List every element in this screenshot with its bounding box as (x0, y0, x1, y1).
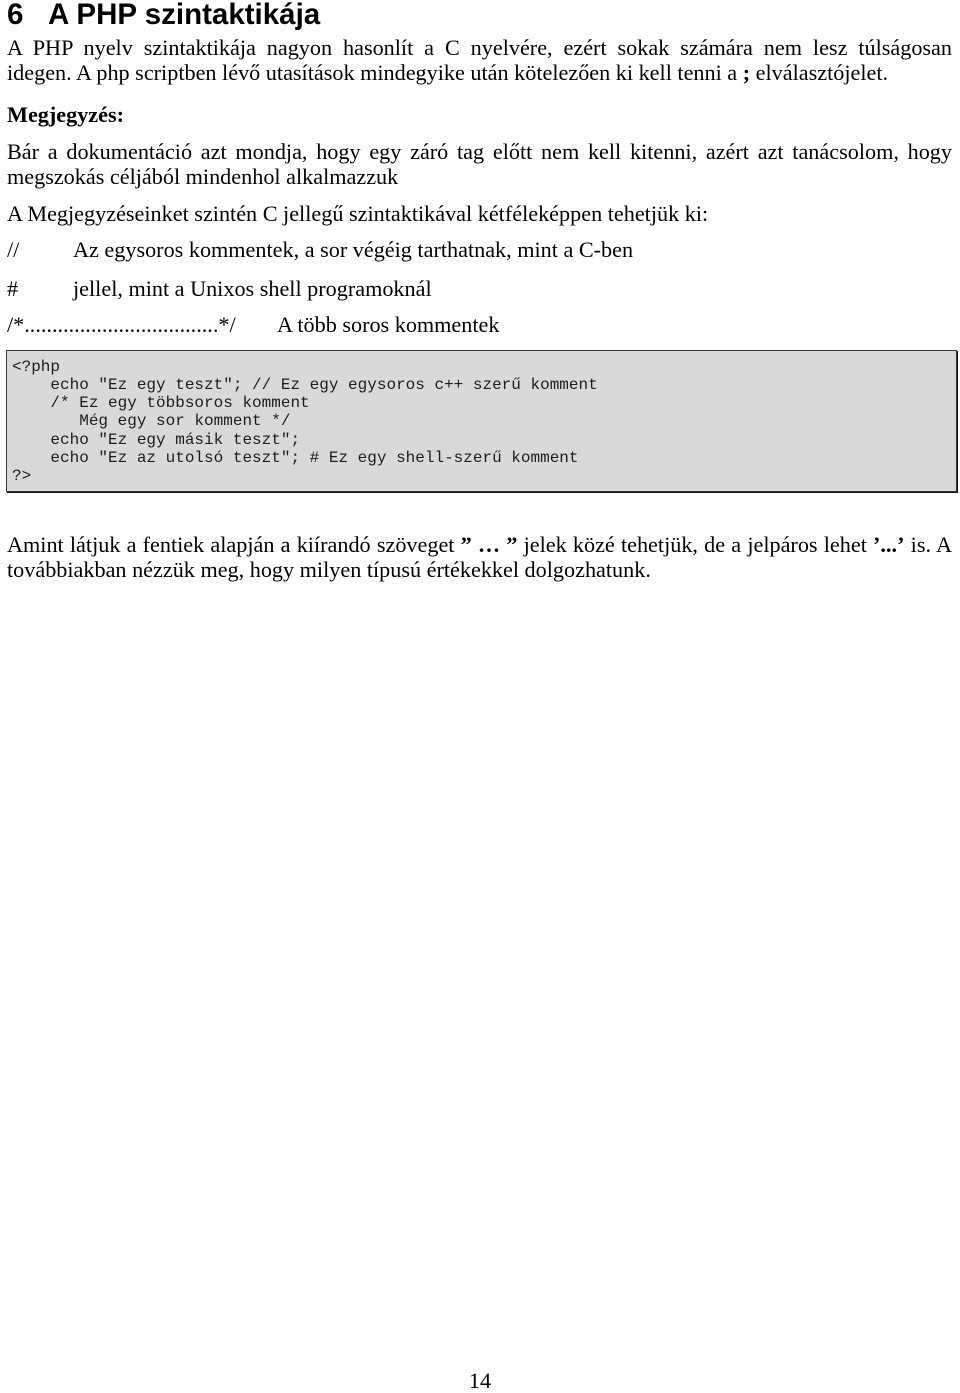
code-line: Még egy sor komment */ (12, 412, 291, 431)
code-line: <?php (12, 358, 61, 376)
intro-line-2 (7, 60, 888, 85)
outro-text-c: jelek közé tehetjük, de a jelpáros lehet (517, 532, 874, 557)
comment-description-hash: jellel, mint a Unixos shell programoknál (73, 276, 432, 301)
comments-intro: A Megjegyzéseinket szintén C jellegű szintaktikával kétféleképpen tehetjük ki: (7, 201, 709, 226)
code-line: echo "Ez az utolsó teszt"; # Ez egy shell-szerű komment (12, 448, 579, 467)
outro-text-e: is. A (904, 532, 952, 557)
comment-description-single-line: Az egysoros kommentek, a sor végéig tarthatnak, mint a C-ben (73, 237, 634, 262)
code-line: ?> (12, 466, 32, 485)
page-number: 14 (468, 1368, 492, 1393)
comment-description-multi-line: A több soros kommentek (277, 312, 500, 337)
code-line: echo "Ez egy teszt"; // Ez egy egysoros c++ szerű komment (12, 376, 598, 395)
note-label: Megjegyzés: (7, 102, 125, 127)
outro-line-1 (7, 532, 952, 557)
outro-text-a: Amint látjuk a fentiek alapján a kiírandó szöveget (7, 532, 461, 557)
code-block (6, 350, 957, 492)
comment-marker-block: /*...................................*/ (7, 312, 236, 337)
comment-marker-hash: # (7, 276, 19, 301)
code-lines (12, 358, 598, 485)
section-number: 6 (7, 0, 24, 31)
intro-line-1: A PHP nyelv szintaktikája nagyon hasonlít a C nyelvére, ezért sokak számára nem lesz túlságosan (7, 35, 952, 60)
section-title: A PHP szintaktikája (48, 0, 321, 31)
code-line: echo "Ez egy másik teszt"; (12, 430, 301, 449)
intro-line-2-end: elválasztójelet. (750, 60, 889, 85)
outro-line-2: továbbiakban nézzük meg, hogy milyen típusú értékekkel dolgozhatunk. (7, 557, 651, 582)
double-quote-pair: ” … ” (460, 532, 518, 557)
separator-semicolon: ; (742, 60, 751, 85)
intro-line-2-text: idegen. A php scriptben lévő utasítások mindegyike után kötelezően ki kell tenni a (7, 60, 743, 85)
note-line-1: Bár a dokumentáció azt mondja, hogy egy záró tag előtt nem kell kitenni, azért azt tanácsolom, hogy (7, 139, 952, 164)
single-quote-pair: ’...’ (873, 532, 905, 557)
note-line-2: megszokás céljából mindenhol alkalmazzuk (7, 164, 399, 189)
comment-marker-double-slash: // (7, 237, 20, 262)
code-line: /* Ez egy többsoros komment (12, 394, 310, 413)
